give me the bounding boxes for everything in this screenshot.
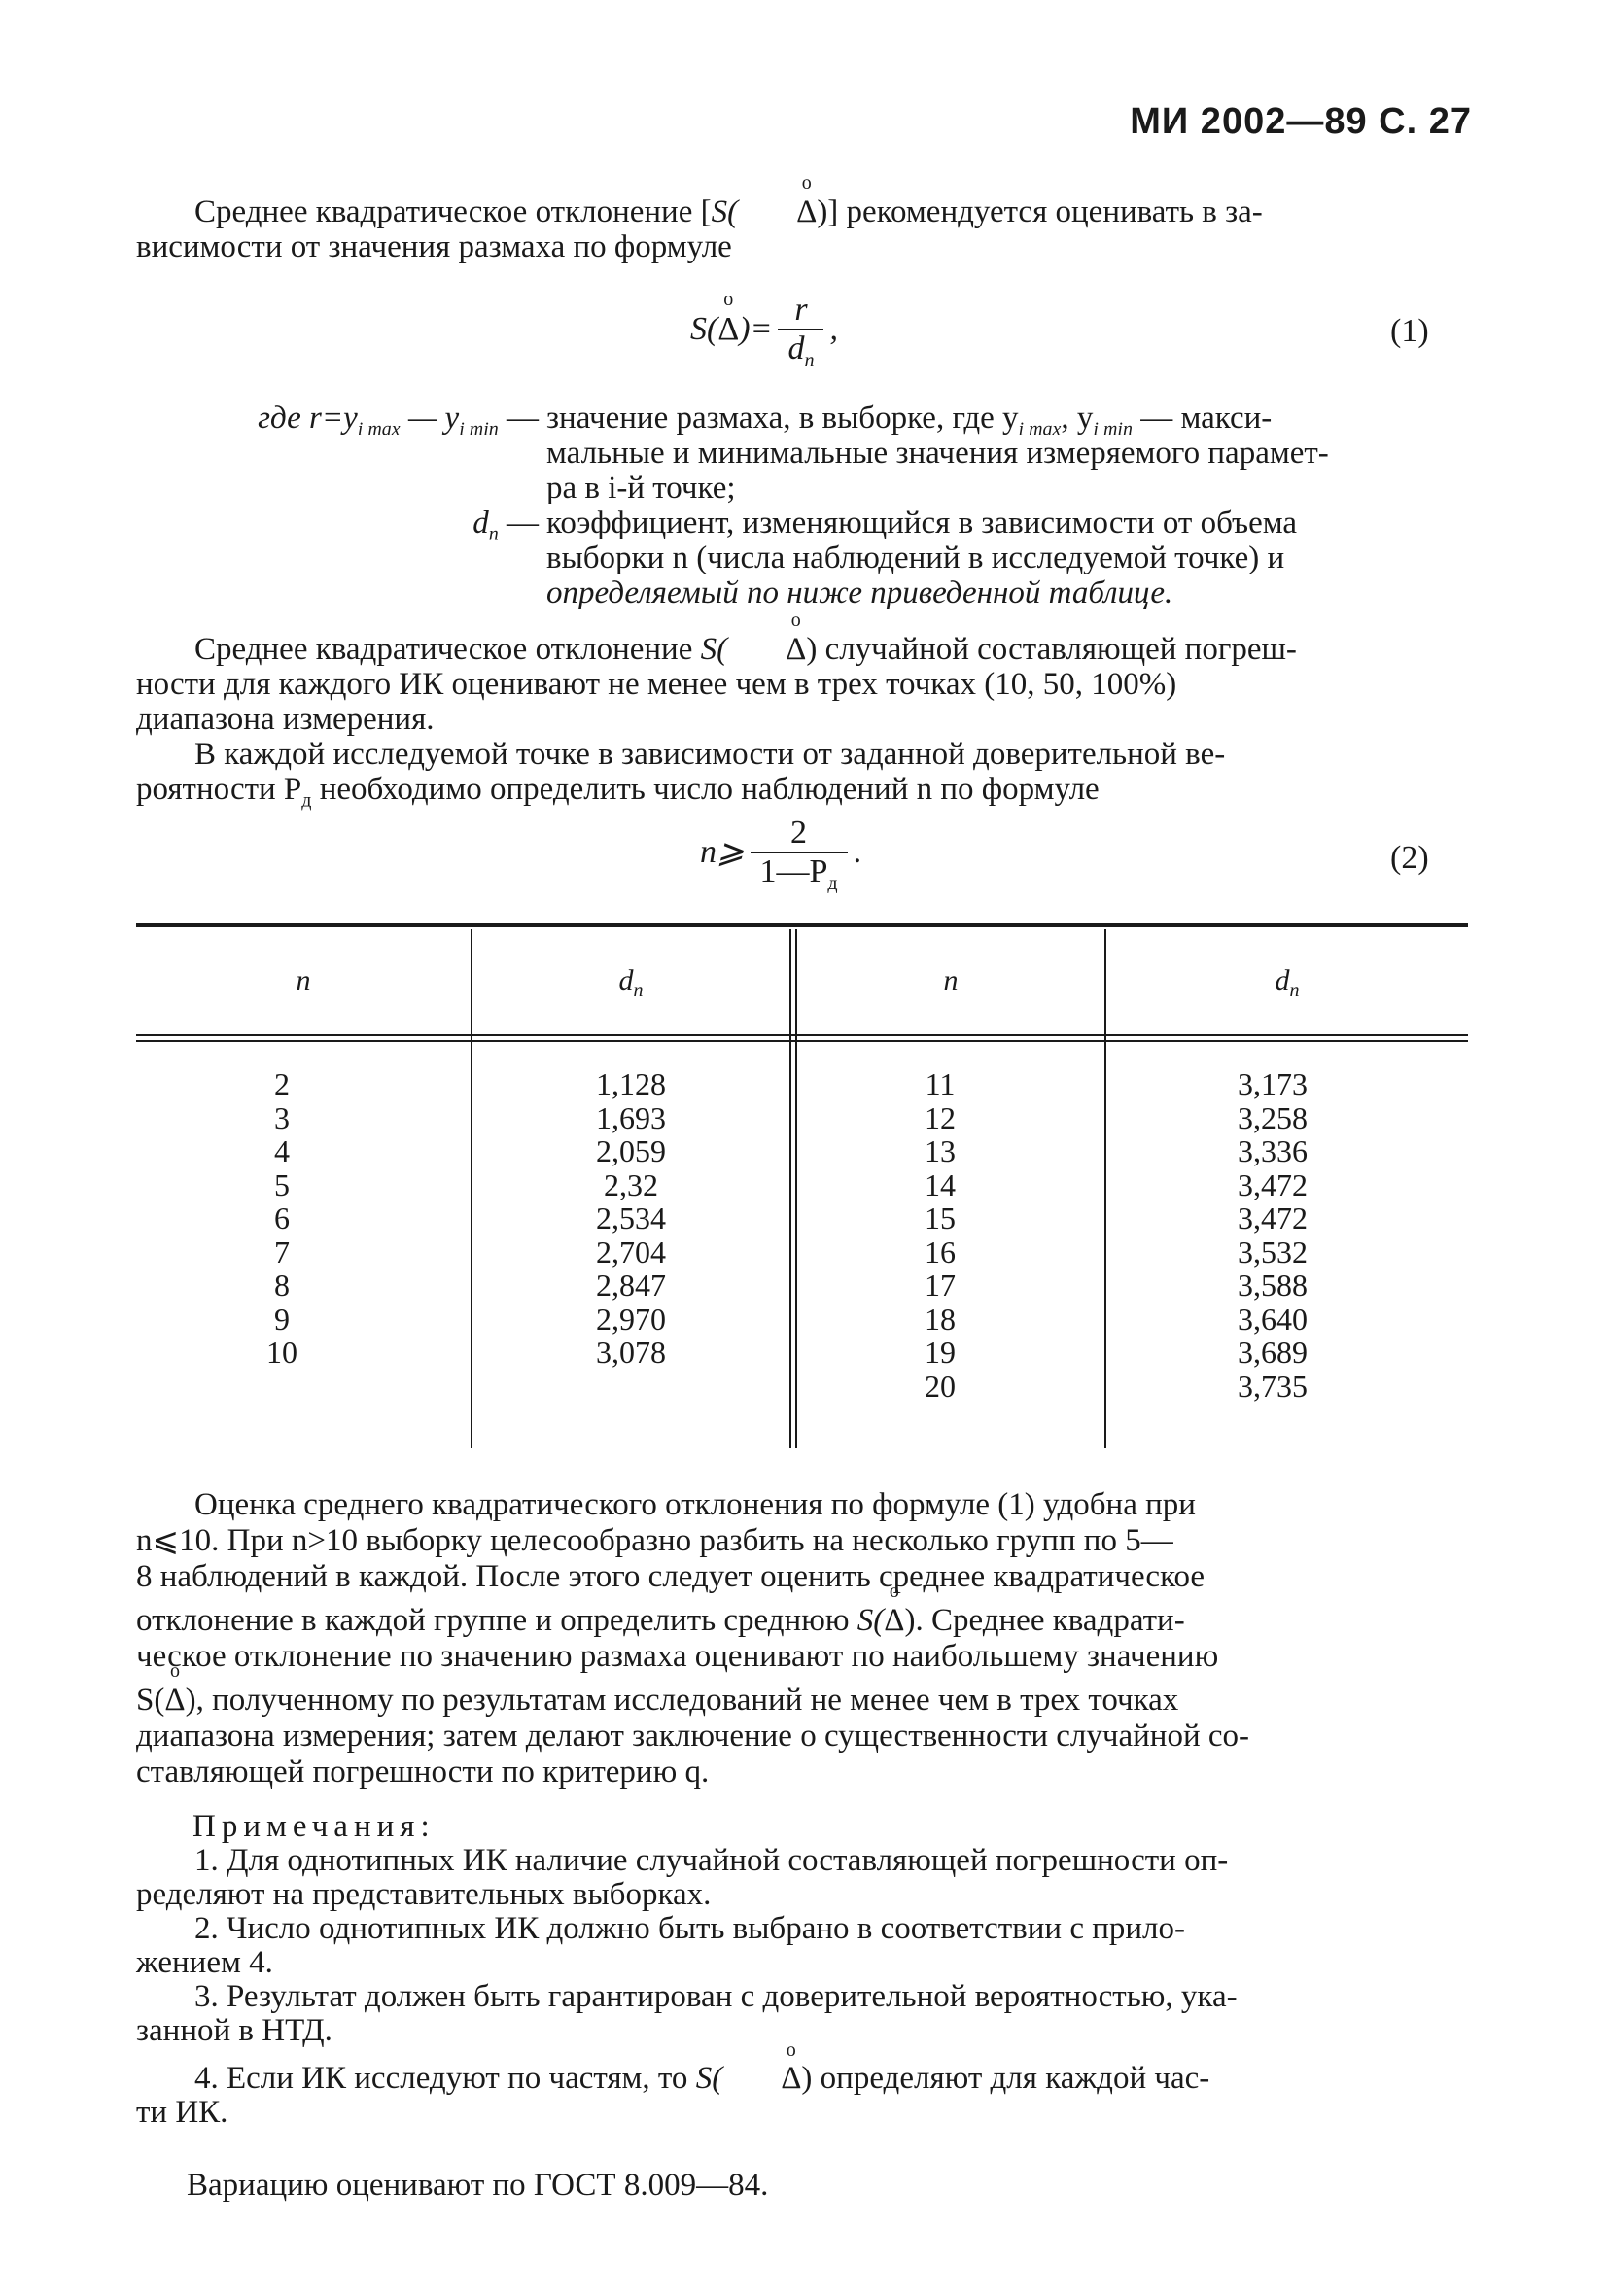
- page-header: МИ 2002—89 С. 27: [1130, 101, 1472, 142]
- note-3-line-2: занной в НТД.: [136, 2013, 332, 2048]
- table-cell: 6: [274, 1200, 290, 1235]
- note-3-line-1: 3. Результат должен быть гарантирован с доверительной вероятностью, ука-: [194, 1979, 1238, 2014]
- note-2-line-2: жением 4.: [136, 1945, 273, 1980]
- formula-2-lhs: n⩾: [700, 834, 745, 871]
- table-cell: 3,472: [1238, 1200, 1308, 1235]
- paragraph-4-line-8: ставляющей погрешности по критерию q.: [136, 1755, 710, 1790]
- table-cell: 1,693: [596, 1099, 666, 1135]
- table-cell: 3,078: [596, 1335, 666, 1370]
- paragraph-4-line-6: S(o Δ), полученному по результатам исследований не менее чем в трех точках: [136, 1683, 1468, 1719]
- note-4-line-1: 4. Если ИК исследуют по частям, то S(o Δ) определяют для каждой час-: [136, 2062, 1468, 2096]
- table-cell: 14: [925, 1166, 956, 1202]
- table-col-dn-2: [1106, 1067, 1439, 1403]
- intro-line-1: [136, 194, 1468, 229]
- table-cell: 3,173: [1238, 1066, 1308, 1101]
- table-cell: 13: [925, 1133, 956, 1168]
- paragraph-4-line-5: ческое отклонение по значению размаха оценивают по наибольшему значению: [136, 1639, 1219, 1674]
- table-header-n-2: n: [943, 964, 959, 996]
- formula-1-den-d: d: [787, 330, 805, 366]
- table-cell: 3,735: [1238, 1368, 1308, 1404]
- definition-r-desc-3: ра в i-й точке;: [546, 470, 736, 505]
- table-cell: 2,534: [596, 1200, 666, 1235]
- intro-symbol-delta: o Δ: [738, 194, 817, 229]
- formula-2-period: .: [853, 834, 862, 871]
- formula-1: [690, 292, 838, 372]
- formula-2-fraction: [751, 815, 848, 895]
- table-cell: 3,640: [1238, 1301, 1308, 1337]
- notes-title: Примечания:: [192, 1809, 436, 1844]
- definition-d-desc-2: выборки n (числа наблюдений в исследуемой точке) и: [546, 540, 1285, 575]
- formula-2-numerator: 2: [751, 815, 848, 853]
- paragraph-3-line-1: В каждой исследуемой точке в зависимости от заданной доверительной ве-: [194, 737, 1226, 772]
- intro-paragraph: [136, 194, 1468, 264]
- paragraph-4: [136, 1487, 1468, 1791]
- table-cell: 7: [274, 1234, 290, 1270]
- intro-text-b: )] рекомендуется оценивать в за-: [817, 194, 1263, 229]
- table-cell: 10: [266, 1335, 297, 1370]
- table-header-n-1: n: [296, 964, 311, 996]
- formula-1-s: S(: [690, 311, 718, 348]
- paragraph-4-line-2: n⩽10. При n>10 выборку целесообразно разбить на несколько групп по 5—: [136, 1523, 1173, 1558]
- table-cell: 3: [274, 1099, 290, 1135]
- table-cell: 2,847: [596, 1268, 666, 1303]
- final-sentence: [187, 2168, 1451, 2203]
- definition-r-desc-1: значение размаха, в выборке, где $y_{i max}$, $y_{i min}$ — макси-: [546, 400, 1273, 440]
- table-col-n-2: [797, 1067, 1083, 1403]
- table-cell: 12: [925, 1099, 956, 1135]
- formula-2-denominator: $1—P_д$: [759, 853, 838, 894]
- table-cell: 16: [925, 1234, 956, 1270]
- formula-1-comma: ,: [829, 311, 838, 348]
- intro-symbol-s: S(: [711, 194, 739, 229]
- table-cell: 18: [925, 1301, 956, 1337]
- coefficient-table: [136, 923, 1468, 1448]
- formula-1-number: (1): [1390, 313, 1429, 349]
- definition-d-desc-1: коэффициент, изменяющийся в зависимости от объема: [546, 505, 1298, 540]
- paragraph-3: [136, 737, 1468, 818]
- table-divider-2a: [789, 929, 791, 1448]
- definition-r-desc-2: мальные и минимальные значения измеряемого парамет-: [546, 435, 1329, 470]
- definition-d-desc-3: определяемый по ниже приведенной таблице.: [546, 575, 1173, 610]
- paragraph-2-line-3: диапазона измерения.: [136, 702, 435, 737]
- paragraph-4-line-1: Оценка среднего квадратического отклонения по формуле (1) удобна при: [194, 1487, 1196, 1522]
- table-cell: 20: [925, 1368, 956, 1404]
- paragraph-4-line-4: отклонение в каждой группе и определить среднюю S(o Δ). Среднее квадрати-: [136, 1603, 1468, 1639]
- paragraph-2-line-2: ности для каждого ИК оценивают не менее чем в трех точках (10, 50, 100%): [136, 667, 1177, 702]
- formula-1-denominator: [778, 330, 823, 372]
- table-header-dn-2: $d_n$: [1275, 964, 1300, 1001]
- intro-line-2: висимости от значения размаха по формуле: [136, 229, 732, 264]
- table-cell: 4: [274, 1133, 290, 1168]
- note-1-line-1: 1. Для однотипных ИК наличие случайной составляющей погрешности оп-: [194, 1843, 1229, 1878]
- table-cell: 3,689: [1238, 1335, 1308, 1370]
- table-cell: 19: [925, 1335, 956, 1370]
- table-cell: 2: [274, 1066, 290, 1101]
- table-cell: 15: [925, 1200, 956, 1235]
- formula-2: [700, 815, 861, 895]
- note-2-line-1: 2. Число однотипных ИК должно быть выбрано в соответствии с прило-: [194, 1911, 1185, 1946]
- definitions-block: [0, 400, 1608, 614]
- table-cell: 3,588: [1238, 1268, 1308, 1303]
- formula-1-den-sub: n: [804, 349, 815, 371]
- table-cell: 5: [274, 1166, 290, 1202]
- definition-r-term: где $r=y_{i max}$ — $y_{i min}$ —: [258, 400, 539, 440]
- table-top-rule: [136, 923, 1468, 927]
- table-header-dn-1: $d_n$: [618, 964, 644, 1001]
- paragraph-3-line-2: роятности $P_д$ необходимо определить число наблюдений n по формуле: [136, 772, 1100, 812]
- table-cell: 3,258: [1238, 1099, 1308, 1135]
- table-cell: 2,970: [596, 1301, 666, 1337]
- definition-d-term: $d_n$ —: [472, 505, 539, 545]
- formula-1-numerator: r: [778, 292, 823, 330]
- table-col-dn-1: [472, 1067, 789, 1370]
- table-header-rule-2: [136, 1040, 1468, 1042]
- formula-2-number: (2): [1390, 840, 1429, 876]
- table-cell: 2,704: [596, 1234, 666, 1270]
- formula-1-eq: )=: [739, 311, 773, 348]
- table-cell: 2,32: [604, 1166, 658, 1202]
- paragraph-2-line-1: Среднее квадратическое отклонение S(o Δ) случайной составляющей погреш-: [136, 632, 1468, 667]
- table-cell: 3,336: [1238, 1133, 1308, 1168]
- paragraph-4-line-7: диапазона измерения; затем делают заключение о существенности случайной со-: [136, 1719, 1249, 1754]
- intro-text-a: Среднее квадратическое отклонение [: [194, 194, 712, 229]
- note-1-line-2: ределяют на представительных выборках.: [136, 1877, 712, 1912]
- table-col-n-1: [136, 1067, 428, 1370]
- note-4-line-2: ти ИК.: [136, 2095, 228, 2130]
- table-cell: 11: [925, 1066, 956, 1101]
- formula-1-fraction: [778, 292, 823, 372]
- final-text: Вариацию оценивают по ГОСТ 8.009—84.: [187, 2168, 769, 2203]
- table-header-rule: [136, 1034, 1468, 1036]
- table-cell: 2,059: [596, 1133, 666, 1168]
- paragraph-2: [136, 632, 1468, 737]
- table-cell: 3,532: [1238, 1234, 1308, 1270]
- table-cell: 9: [274, 1301, 290, 1337]
- table-cell: 1,128: [596, 1066, 666, 1101]
- table-cell: 17: [925, 1268, 956, 1303]
- table-cell: 3,472: [1238, 1166, 1308, 1202]
- table-cell: 8: [274, 1268, 290, 1303]
- formula-1-delta: o Δ: [717, 311, 739, 348]
- notes-block: [136, 1810, 1468, 2130]
- paragraph-4-line-3: 8 наблюдений в каждой. После этого следует оценить среднее квадратическое: [136, 1559, 1205, 1594]
